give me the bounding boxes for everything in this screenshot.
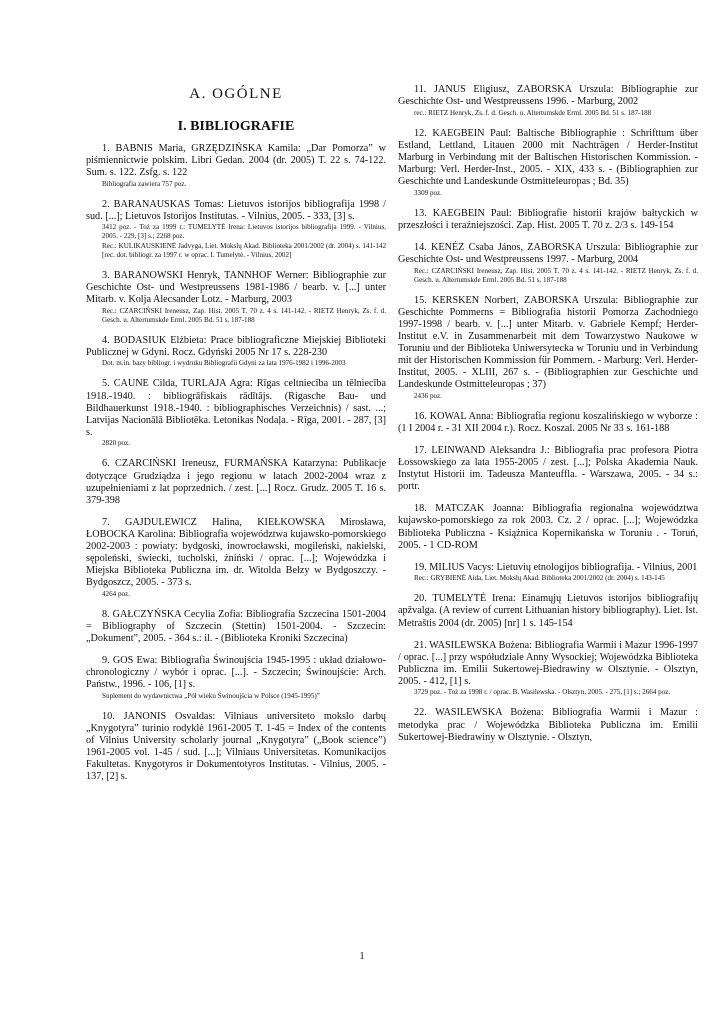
bibliography-entry — [86, 335, 386, 369]
entry-note: 2820 poz. — [102, 439, 130, 448]
bibliography-entry — [398, 640, 698, 698]
entry-note: Rec.: KULIKAUSKIENĖ Jadvyga, Liet. Mokslų Akad. Biblioteka 2001/2002 (dr. 2004) s. 141-142 [rec. dot. bibliogr. za 1997 r. w oprac. I. Tumelytė. - Vilnius, 2002] — [102, 241, 386, 259]
entry-text: 4. BODASIUK Elżbieta: Prace bibliograficzne Miejskiej Biblioteki Publicznej w Gdyni. Rocz. Gdyński 2005 Nr 17 s. 228-230 — [86, 334, 386, 358]
entry-text: 17. LEINWAND Aleksandra J.: Bibliografia prac profesora Piotra Łossowskiego za lata 1955-2005 / zest. [...]; Polska Akademia Nauk. Instytut Historii im. Tadeusza Manteuffla. - Warszawa, 2005. - 34 s.: portr. — [398, 444, 698, 493]
entry-text: 11. JANUS Eligiusz, ZABORSKA Urszula: Bibliographie zur Geschichte Ost- und Westpreussens 1996. - Marburg, 2002 — [398, 84, 698, 108]
entry-text: 8. GAŁCZYŃSKA Cecylia Zofia: Bibliografia Szczecina 1501-2004 = Bibliography of Szczecin (Stettin) 1501-2004. - Szczecin: „Dokument”, 2005. - 364 s.: il. - (Biblioteka Kroniki Szczecina) — [86, 608, 386, 645]
entry-text: 18. MATCZAK Joanna: Bibliografia regionalna województwa kujawsko-pomorskiego za rok 2003. Cz. 2 / oprac. [...]; Wojewódzka Biblioteka Publiczna - Książnica Kopernikańska w Toruniu . - Toruń, 2005. - 1 CD-ROM — [398, 503, 698, 551]
entry-text: 10. JANONIS Osvaldas: Vilniaus universiteto mokslo darbų „Knygotyra” turinio rodyklė 1961-2005 T. 1-45 = Index of the contents of Vilnius University scholarly journal „Knygotyra” („Book science”) 1961-2005 vol. 1-45 / sud. [...]; Vilniaus Universitetas. Komunikacijos Fakultetas. Knygotyros ir Dokumentotyros Institutas. - Vilnius, 2005. - 137, [2] s. — [86, 710, 386, 783]
entry-text: 14. KENÉZ Csaba János, ZABORSKA Urszula: Bibliographie zur Geschichte Ost- und Westpreussens 1997. - Marburg, 2004 — [398, 241, 698, 265]
entry-text: 19. MILIUS Vacys: Lietuvių etnologijos bibliografija. - Vilnius, 2001 — [414, 561, 698, 573]
left-column — [86, 0, 386, 783]
entry-note: 3412 poz. - Toż za 1999 r.: TUMELYTĖ Irena: Lietuvos istorijos bibliografija 1999. - Vilnius, 2005. - 229, [3] s.; 2268 poz. — [102, 223, 386, 241]
bibliography-entry — [86, 270, 386, 325]
bibliography-entry — [86, 517, 386, 599]
bibliography-entry — [398, 242, 698, 285]
entry-text: 15. KERSKEN Norbert, ZABORSKA Urszula: Bibliographie zur Geschichte Pommerns = Bibliografia historii Pomorza Zachodniego 1997-1998 / bearb. v. [...] unter Mitarb. v. Gabriele Kempf; Herder-Institut e.V. in Zusammenarbeit mit dem Towarzystwo Naukowe w Toruniu und der Biblioteka Uniwersytecka w Toruniu und in Verbindung mit der Historischen Kommission für Pommern. - Marburg: Verl. Herder-Institut, 2005. - XLIII, 267 s. - (Bibliographien zur Geschichte und Landeskunde Ostmitteleuropas ; 37) — [398, 294, 698, 391]
entry-note: Bibliografia zawiera 757 poz. — [102, 179, 187, 188]
page-number: 1 — [359, 951, 365, 962]
bibliography-entry — [86, 199, 386, 260]
entry-note: Rec.: CZARCIŃSKI Ireneusz, Zap. Hist. 2005 T. 70 z. 4 s. 141-142. - RIETZ Henryk, Zs. f. d. Gesch. u. Altertumskde Erml. 2005 Bd. 51 s. 187-188 — [414, 266, 698, 284]
bibliography-entry — [398, 295, 698, 401]
entry-text: 5. CAUNE Cilda, TURLAJA Agra: Rīgas celtniecība un tēlniecība 1918.-1940. : bibliogrāfiskais rādītājs. (Rigasche Bau- und Bildhauerkunst 1918.-1940. : bibliographisches Verzeichnis) / sast. ...; Latvijas Nacionālā Bibliotēka. Letonikas Nodaļa. - Rīga, 2001. - 287, [3] s. — [86, 378, 386, 438]
section-title: A. OGÓLNE — [189, 86, 283, 102]
bibliography-entry — [86, 458, 386, 506]
entry-text: 21. WASILEWSKA Bożena: Bibliografia Warmii i Mazur 1996-1997 / oprac. [...] przy współudziale Anny Wysockiej; Wojewódzka Biblioteka Publiczna im. Emilii Sukertowej-Biedrawiny w Olsztynie. - Olsztyn, 2005. - 412, [1] s. — [398, 639, 698, 687]
entry-text: 12. KAEGBEIN Paul: Baltische Bibliographie : Schrifttum über Estland, Lettland, Litauen 2000 mit Nachträgen / Herder-Institut Marburg in Verbindung mit der Baltischen Historischen Kommission. - Marburg: Verl. Herder-Inst., 2005. - XIX, 433 s. - (Bibliographien zur Geschichte und Landeskunde Ostmitteleuropas ; Bd. 35) — [398, 127, 698, 188]
entry-note: Dot. m.in. bazy bibliogr. i wydruku Bibliografii Gdyni za lata 1976-1982 i 1996-2003 — [102, 359, 346, 368]
bibliography-entry — [398, 562, 698, 584]
entry-note: rec.: RIETZ Henryk, Zs. f. d. Gesch. u. Altertumskde Erml. 2005 Bd. 51 s. 187-188 — [414, 108, 652, 117]
entry-note: Suplement do wydawnictwa „Pół wieku Świnoujścia w Polsce (1945-1995)” — [102, 691, 320, 700]
entry-note: Rec.: GRYBIENĖ Aida, Liet. Mokslų Akad. Biblioteka 2001/2002 (dr. 2004) s. 143-145 — [414, 574, 665, 583]
entry-note: Rec.: CZARCIŃSKI Ireneusz, Zap. Hist. 2005 T. 70 z. 4 s. 141-142. - RIETZ Henryk, Zs. f. d. Gesch. u. Altertumskde Erml. 2005 Bd. 51 s. 187-188 — [102, 306, 386, 324]
entry-note: 4264 poz. — [102, 589, 130, 598]
bibliography-entry — [398, 707, 698, 743]
bibliography-entry — [86, 711, 386, 784]
bibliography-entry — [398, 445, 698, 493]
entry-text: 16. KOWAL Anna: Bibliografia regionu koszalińskiego w wyborze : (1 I 2004 r. - 31 XII 2004 r.). Rocz. Koszal. 2005 Nr 33 s. 161-188 — [398, 410, 698, 434]
entry-note: 3309 poz. — [414, 188, 442, 197]
entry-text: 7. GAJDULEWICZ Halina, KIEŁKOWSKA Mirosława, ŁOBOCKA Karolina: Bibliografia województwa kujawsko-pomorskiego 2002-2003 : powiaty: bydgoski, inowrocławski, mogileński, nakielski, sępoleński, świecki, tucholski, żniński / oprac. [...]; Wojewódzka i Miejska Biblioteka Publiczna im. dr. Witolda Bełzy w Bydgoszczy. - Bydgoszcz, 2005. - 373 s. — [86, 516, 386, 589]
entry-text: 9. GOS Ewa: Bibliografia Świnoujścia 1945-1995 : układ działowo-chronologiczny / wybór i oprac. [...]. - Szczecin; Świnoujście: Arch. Państw., 1996. - 106, [1] s. — [86, 655, 386, 691]
bibliography-entry — [398, 593, 698, 629]
subsection-title: I. BIBLIOGRAFIE — [177, 119, 295, 134]
bibliography-entry — [86, 143, 386, 189]
entry-text: 20. TUMELYTĖ Irena: Einamųjų Lietuvos istorijos bibliografijų apžvalga. (A review of current Lithuanian history bibliography). Liet. Ist. Metraštis 2004 (dr. 2005) [nr] 1 s. 145-154 — [398, 593, 698, 629]
entry-text: 2. BARANAUSKAS Tomas: Lietuvos istorijos bibliografija 1998 / sud. [...]; Lietuvos Istorijos Institutas. - Vilnius, 2005. - 333, [3] s. — [86, 198, 386, 222]
bibliography-entry — [398, 208, 698, 232]
left-entry-list — [86, 143, 386, 783]
entry-text: 6. CZARCIŃSKI Ireneusz, FURMAŃSKA Katarzyna: Publikacje dotyczące Grudziądza i jego regionu w latach 2002-2004 wraz z uzupełnieniami z lat poprzednich. / zest. [...] Rocz. Grudz. 2005 T. 16 s. 379-398 — [86, 458, 386, 506]
entry-text: 13. KAEGBEIN Paul: Bibliografie historii krajów bałtyckich w przeszłości i teraźniejszości. Zap. Hist. 2005 T. 70 z. 2/3 s. 149-154 — [398, 207, 698, 231]
bibliography-entry — [398, 128, 698, 198]
entry-text: 1. BABNIS Maria, GRZĘDZIŃSKA Kamila: „Dar Pomorza” w piśmiennictwie polskim. Libri Gedan. 2004 (dr. 2005) T. 22 s. 74-122. Sum. s. 122. Zsfg. s. 122 — [86, 143, 386, 179]
entry-text: 22. WASILEWSKA Bożena: Bibliografia Warmii i Mazur : metodyka prac / Wojewódzka Biblioteka Publiczna im. Emilii Sukertowej-Biedrawiny w Olsztynie. - Olsztyn, — [398, 707, 698, 743]
bibliography-entry — [86, 378, 386, 448]
right-entry-list — [398, 84, 698, 744]
bibliography-entry — [86, 655, 386, 701]
bibliography-entry — [86, 609, 386, 645]
entry-note: 2436 poz. — [414, 391, 442, 400]
bibliography-entry — [398, 411, 698, 435]
entry-note: 3729 poz. - Toż za 1998 r. / oprac. B. Wasilewska. - Olsztyn, 2005. - 275, [1] s.; 2664 poz. — [414, 688, 671, 697]
bibliography-entry — [398, 84, 698, 118]
entry-text: 3. BARANOWSKI Henryk, TANNHOF Werner: Bibliographie zur Geschichte Ost- und Westpreussens 1981-1986 / bearb. v. [...] unter Mitarb. v. Kolja Alecsander Lotz. - Marburg, 2003 — [86, 269, 386, 306]
right-column — [398, 0, 698, 744]
bibliography-entry — [398, 503, 698, 551]
